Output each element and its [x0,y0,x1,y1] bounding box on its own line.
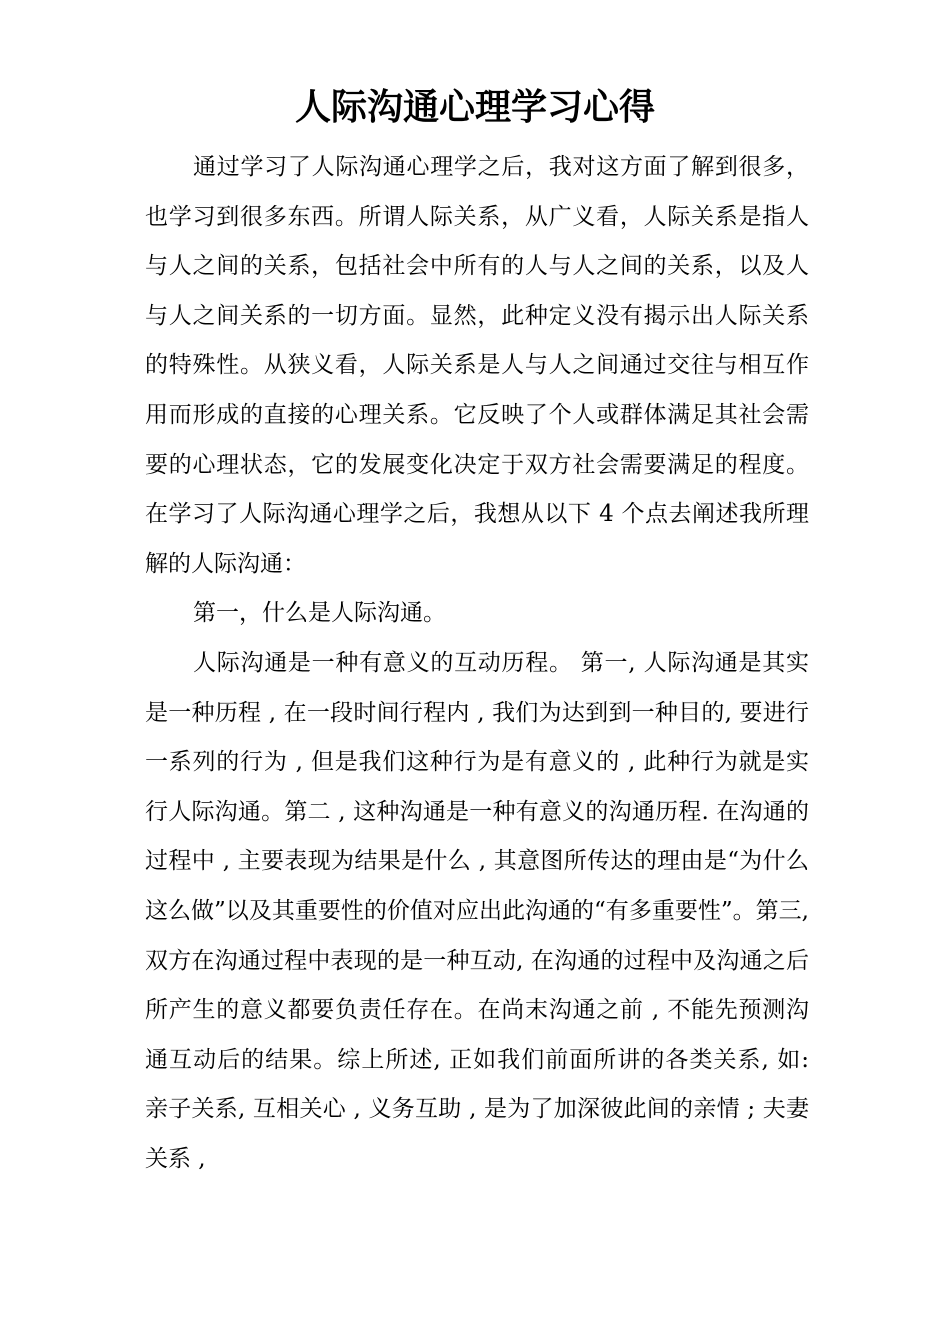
paragraph-definition: 人际沟通是一种有意义的互动历程。 第一, 人际沟通是其实是一种历程 , 在一段时间行程内 , 我们为达到到一种目的, 要进行一系列的行为 , 但是我们这种行为是有意义的 , 此种行为就是实行人际沟通。第二 , 这种沟通是一种有意义的沟通历程. 在沟通的过程中 , 主要表现为结果是什么 , 其意图所传达的理由是“为什么这么做”以及其重要性的价值对应出此沟通的“有多重要性”。第三, 双方在沟通过程中表现的是一种互动, 在沟通的过程中及沟通之后所产生的意义都要负责任存在。在尚末沟通之前 , 不能先预测沟通互动后的结果。综上所述, 正如我们前面所讲的各类关系, 如: 亲子关系, 互相关心 , 义务互助 , 是为了加深彼此间的亲情 ; 夫妻关系 , [145,649,809,1172]
paragraph-intro: 通过学习了人际沟通心理学之后，我对这方面了解到很多，也学习到很多东西。所谓人际关系，从广义看，人际关系是指人与人之间的关系，包括社会中所有的人与人之间的关系，以及人与人之间关系的一切方面。显然，此种定义没有揭示出人际关系的特殊性。从狭义看，人际关系是人与人之间通过交往与相互作用而形成的直接的心理关系。它反映了个人或群体满足其社会需要的心理状态，它的发展变化决定于双方社会需要满足的程度。在学习了人际沟通心理学之后，我想从以下 4 个点去阐述我所理解的人际沟通： [145,154,809,577]
paragraph-section-heading: 第一，什么是人际沟通。 [193,600,446,627]
document-title: 人际沟通心理学习心得 [294,86,655,128]
document-body [145,143,809,1184]
